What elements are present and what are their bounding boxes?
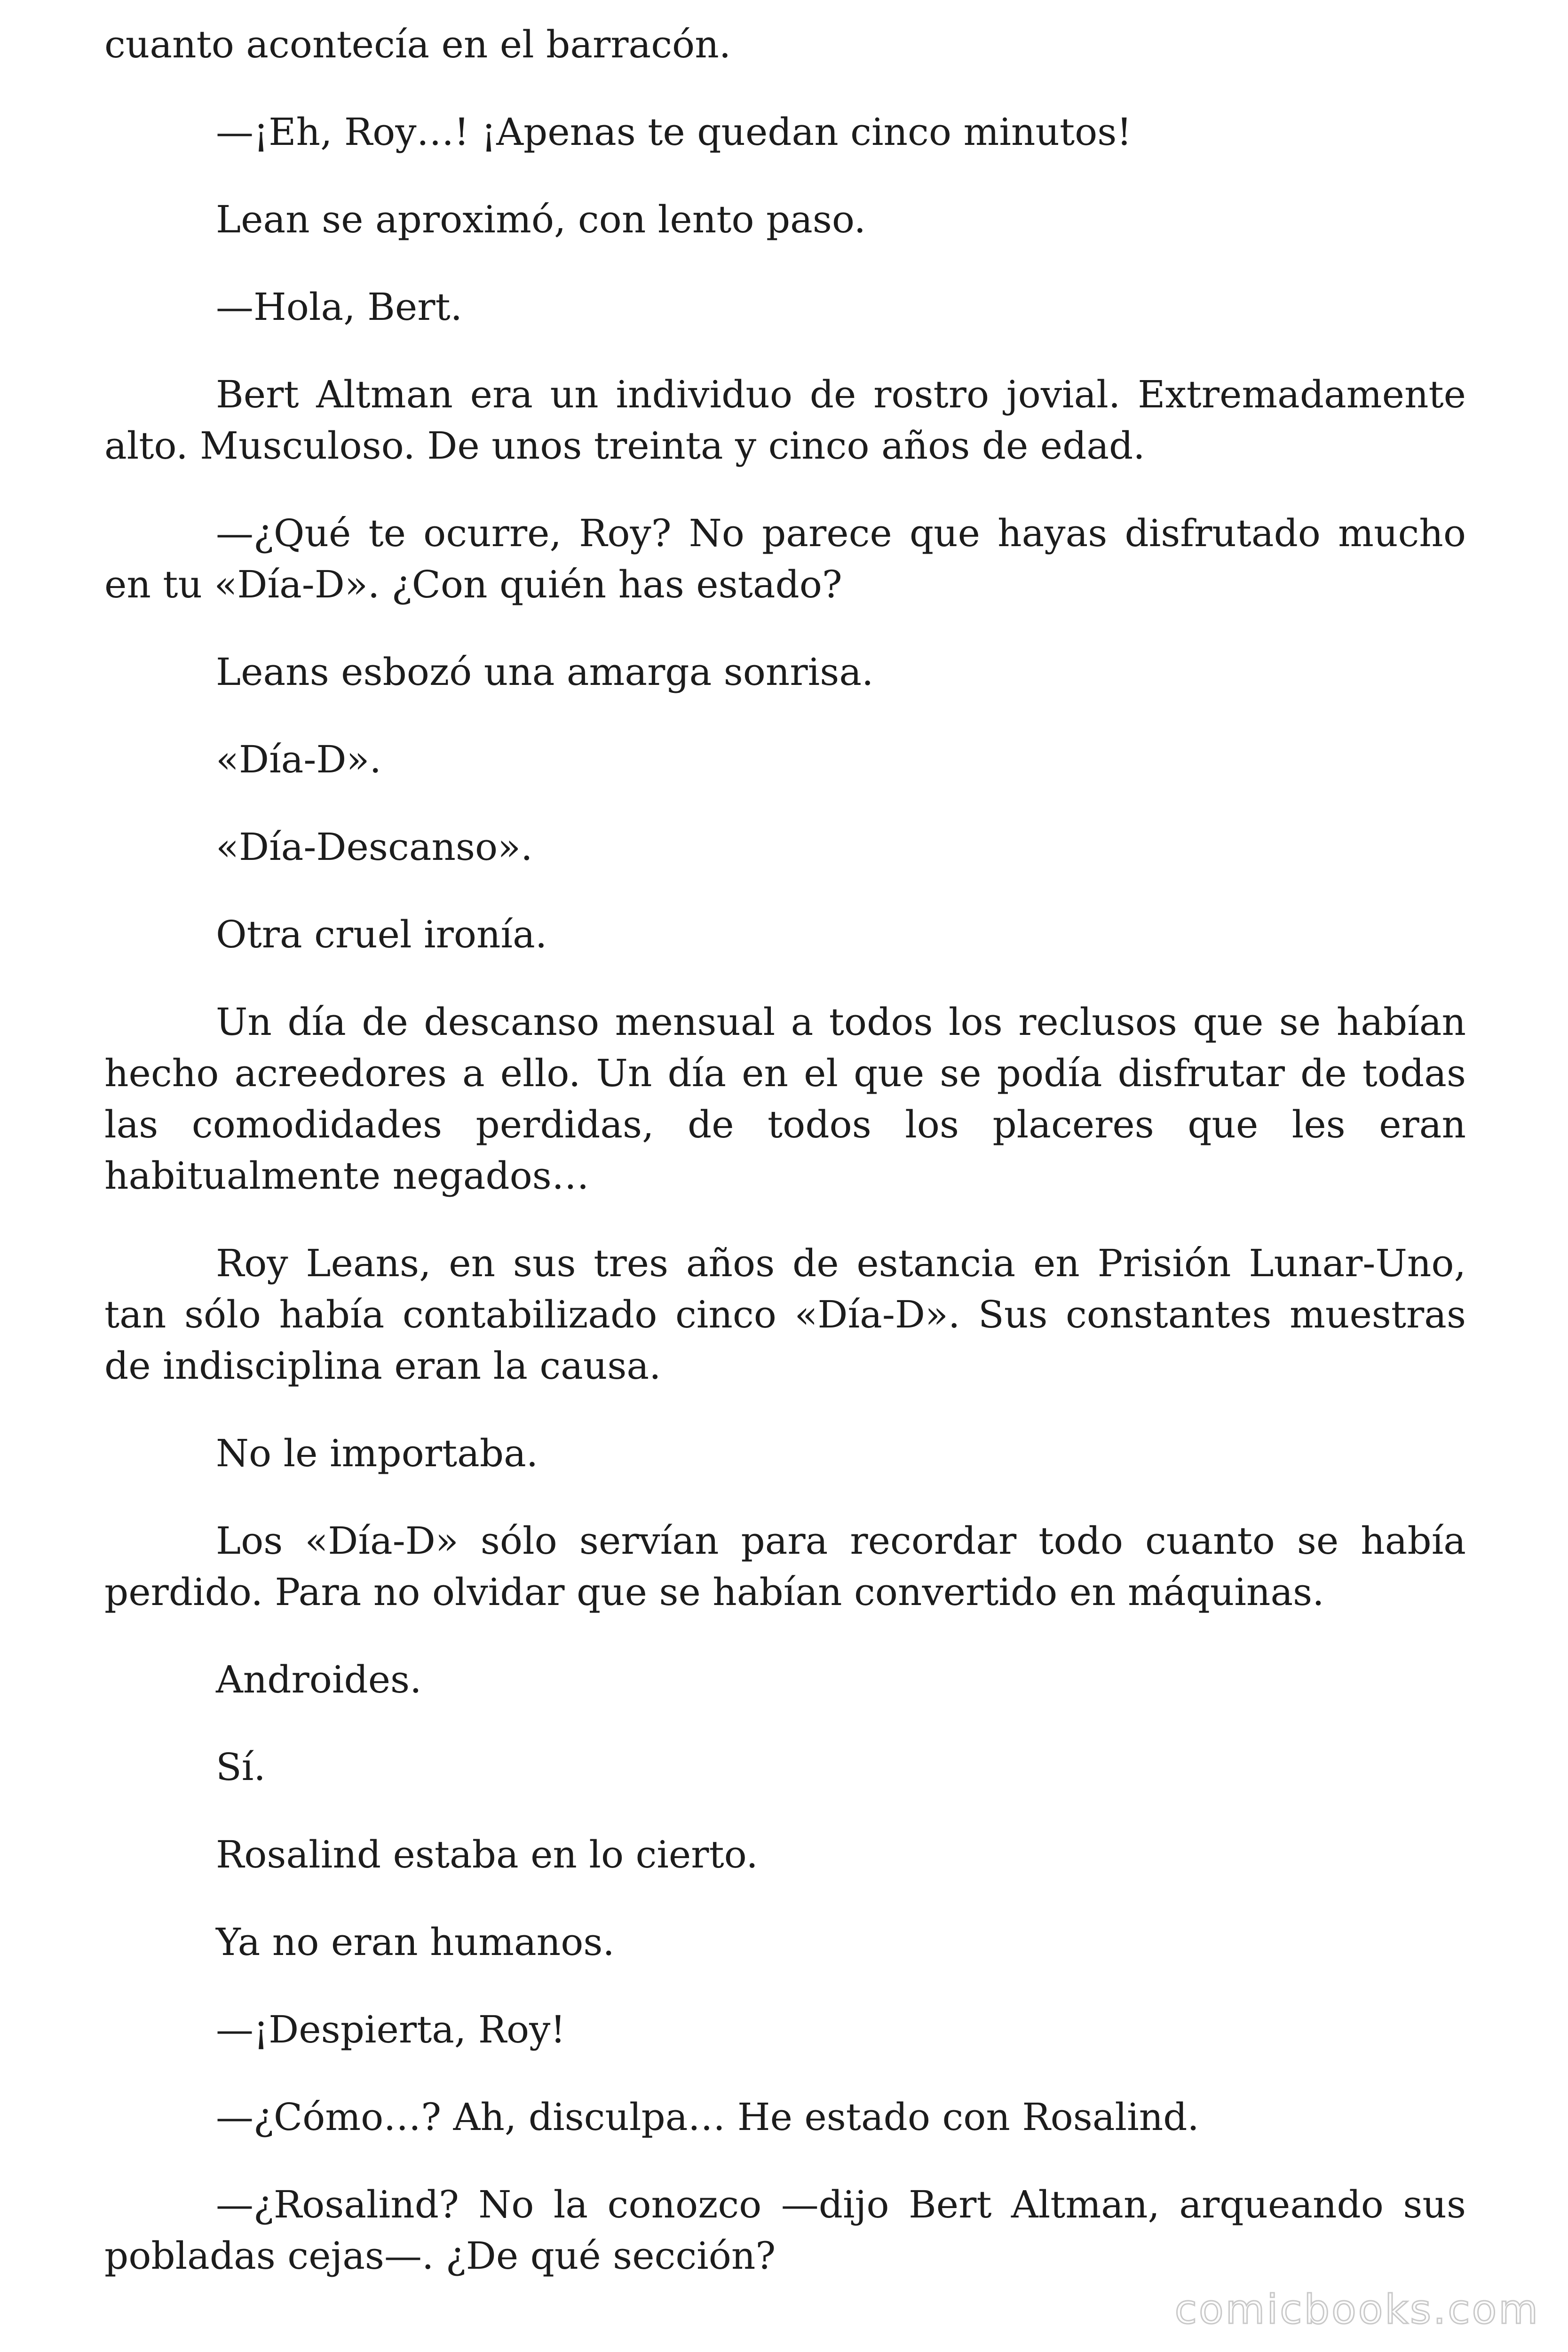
paragraph-10: Otra cruel ironía.	[216, 913, 547, 956]
paragraph-14: Los «Día-D» sólo servían para recordar todo cuanto se había perdido. Para no olvidar que se habían convertido en máquinas.	[104, 1519, 1466, 1614]
paragraph-5: Bert Altman era un individuo de rostro jovial. Extremadamente alto. Musculoso. De unos treinta y cinco años de edad.	[104, 373, 1466, 468]
paragraph-7: Leans esbozó una amarga sonrisa.	[216, 650, 874, 694]
paragraph-4: —Hola, Bert.	[216, 285, 463, 329]
paragraph-9: «Día-Descanso».	[216, 825, 533, 869]
paragraph-1: cuanto acontecía en el barracón.	[104, 23, 731, 66]
paragraph-3: Lean se aproximó, con lento paso.	[216, 198, 866, 241]
paragraph-15: Androides.	[216, 1658, 422, 1701]
paragraph-18: Ya no eran humanos.	[216, 1920, 615, 1964]
paragraph-2: —¡Eh, Roy…! ¡Apenas te quedan cinco minutos!	[216, 110, 1132, 154]
paragraph-19: —¡Despierta, Roy!	[216, 2008, 566, 2051]
paragraph-11: Un día de descanso mensual a todos los reclusos que se habían hecho acreedores a ello. Un día en el que se podía disfrutar de todas las comodidades perdidas, de todos los placeres que les eran habitualmente negados…	[104, 1000, 1466, 1198]
watermark: comicbooks.com	[1174, 2286, 1540, 2333]
paragraph-12: Roy Leans, en sus tres años de estancia en Prisión Lunar-Uno, tan sólo había contabilizado cinco «Día-D». Sus constantes muestras de indisciplina eran la causa.	[104, 1241, 1466, 1388]
paragraph-17: Rosalind estaba en lo cierto.	[216, 1833, 758, 1876]
paragraph-13: No le importaba.	[216, 1431, 539, 1475]
paragraph-6: —¿Qué te ocurre, Roy? No parece que hayas disfrutado mucho en tu «Día-D». ¿Con quién has estado?	[104, 511, 1466, 606]
paragraph-20: —¿Cómo…? Ah, disculpa… He estado con Rosalind.	[216, 2095, 1199, 2139]
document-page	[104, 0, 1466, 2352]
paragraph-8: «Día-D».	[216, 738, 381, 781]
paragraph-16: Sí.	[216, 1745, 266, 1789]
paragraph-21: —¿Rosalind? No la conozco —dijo Bert Altman, arqueando sus pobladas cejas—. ¿De qué sección?	[104, 2183, 1466, 2278]
